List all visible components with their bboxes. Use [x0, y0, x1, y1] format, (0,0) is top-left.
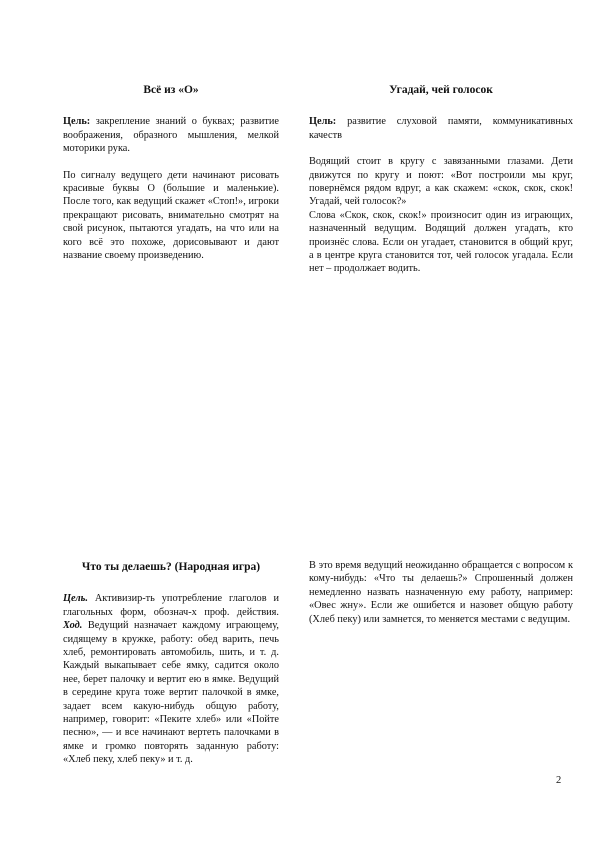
page-number: 2	[556, 775, 562, 786]
continuation-block	[309, 559, 573, 626]
rules-paragraph: По сигналу ведущего дети начинают рисовать красивые буквы О (большие и маленькие). После того, как ведущий скажет «Стоп!», игроки прекращают рисовать, внимательно смотрят на свой рисунок, пытаются угадать, на что или на кого всё это похоже, дорисовывают и дают название своему произведению.	[63, 169, 279, 262]
rules-paragraph: Слова «Скок, скок, скок!» произносит один из играющих, назначенный ведущим. Водящий должен угадать, кто произнёс слова. Если он угадает, становится в общий круг, а в центре круга становится тот, чей голосок угадала. Если нет – продолжает водить.	[309, 209, 573, 275]
game-block-ugaday	[309, 84, 573, 276]
rules-paragraph: Водящий стоит в кругу с завязанными глазами. Дети движутся по кругу и поют: «Вот построили мы круг, повернёмся рядом вдруг, а как скажем: «скок, скок, скок! Угадай, чей голосок?»	[309, 156, 573, 208]
goal-text: Активизир-ть употребление глаголов и глагольных форм, обознач-х проф. действия.	[63, 593, 279, 618]
goal-text: закрепление знаний о буквах; развитие воображения, образного мышления, мелкой моторики рука.	[63, 116, 279, 155]
goal-and-move-paragraph	[63, 592, 279, 766]
goal-paragraph	[309, 115, 573, 142]
section-title: Всё из «О»	[143, 84, 199, 96]
game-block-vse-iz-o	[63, 84, 279, 262]
continuation-paragraph: В это время ведущий неожиданно обращается с вопросом к кому-нибудь: «Что ты делаешь?» Спрошенный должен немедленно назвать назначенную ему работу, например: «Овес жну». Если же ошибется и назовет общую работу (Хлеб пеку) или замнется, то меняется местами с ведущим.	[309, 560, 573, 625]
game-block-chto-ty-delaesh	[63, 561, 279, 767]
move-text: Ведущий назначает каждому играющему, сидящему в кружке, работу: обед варить, печь хлеб, ремонтировать автомобиль, шить, и т. д. Каждый выкапывает себе ямку, садится около нее, берет палочку и вертит ею в ямке. Ведущий в середине круга тоже вертит палочкой в ямке, задает всем какую-нибудь общую работу, например, говорит: «Пеките хлеб» или «Пойте песню», — и все начинают вертеть палочками в ямке и громко повторять заданную работу: «Хлеб пеку, хлеб пеку» и т. д.	[63, 620, 279, 766]
goal-label: Цель:	[63, 116, 91, 128]
section-title: Что ты делаешь? (Народная игра)	[81, 561, 261, 573]
goal-label: Цель.	[63, 593, 88, 605]
section-title: Угадай, чей голосок	[389, 84, 493, 96]
move-label: Ход.	[63, 620, 83, 632]
goal-label: Цель:	[309, 116, 337, 128]
goal-text: развитие слуховой памяти, коммуникативных качеств	[309, 116, 573, 141]
goal-paragraph	[63, 115, 279, 155]
